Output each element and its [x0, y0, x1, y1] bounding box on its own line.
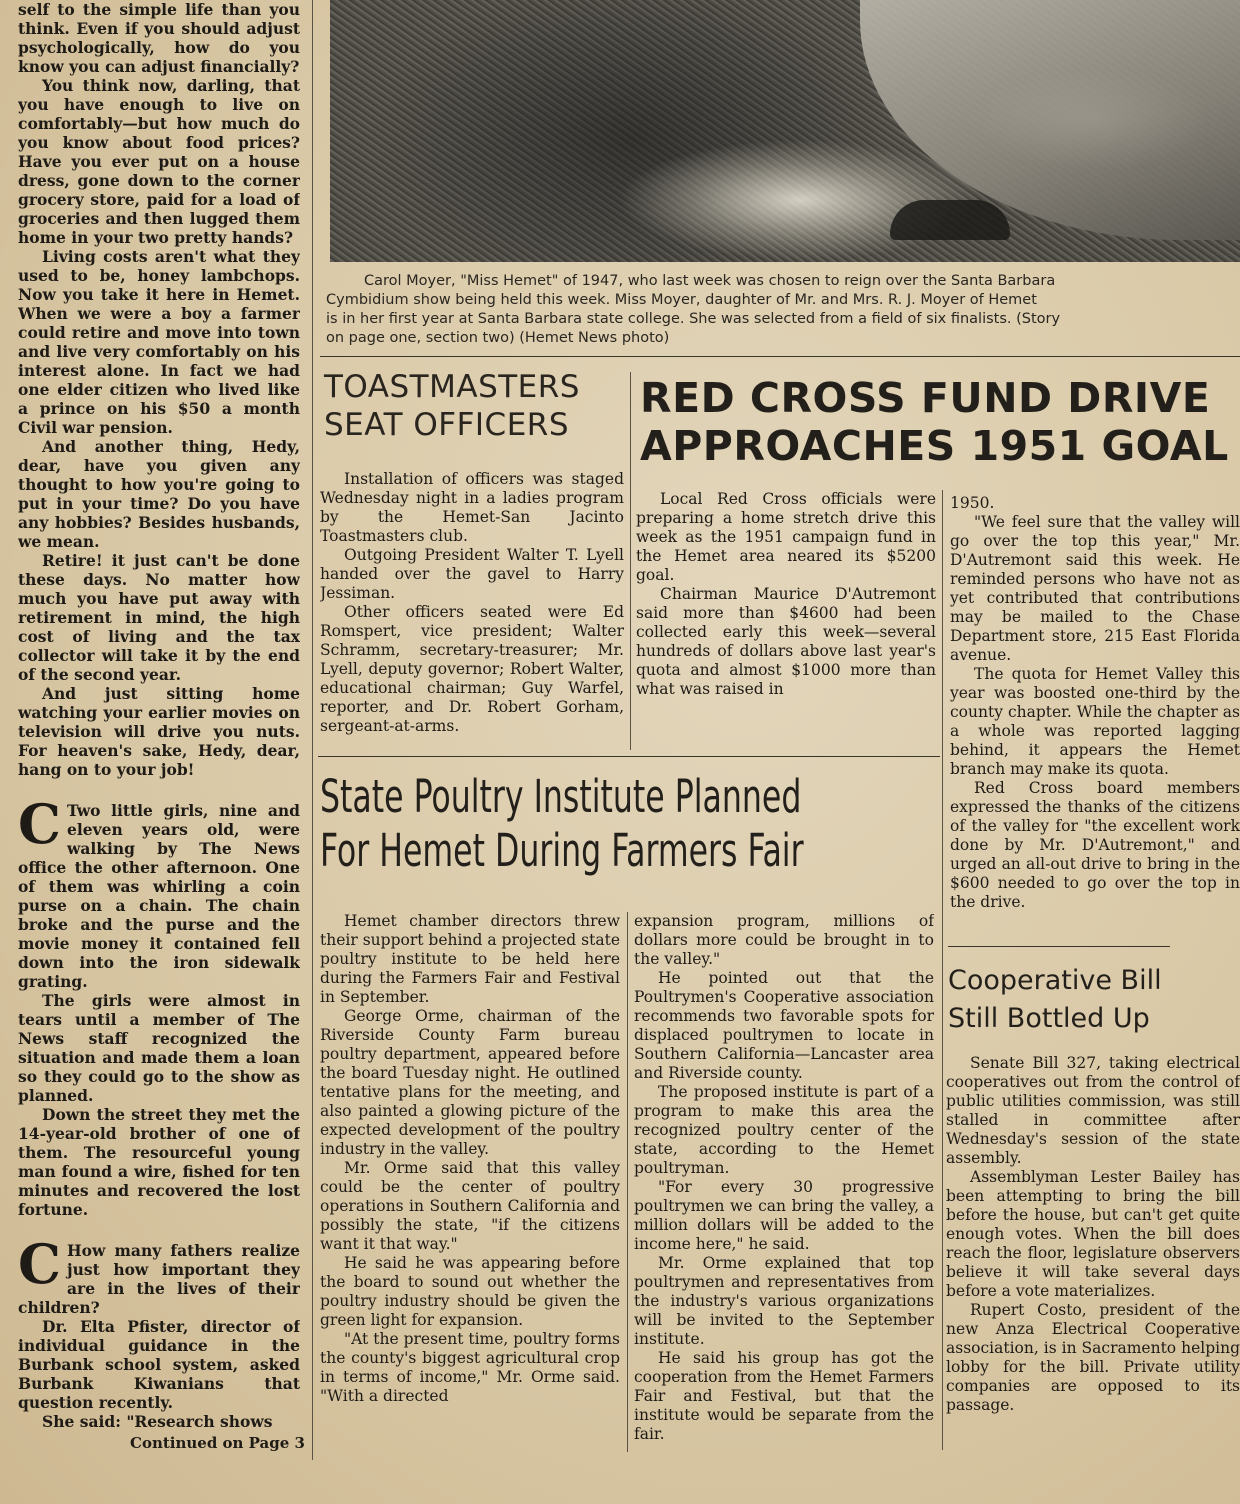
- left-paragraph: And another thing, Hedy, dear, have you given any thought to how you're going to put in your time? Do you have any hobbies? Besides husbands, we mean.: [18, 437, 300, 551]
- photo-caption: [326, 272, 1240, 348]
- section-rule: [948, 946, 1170, 947]
- story-paragraph: Mr. Orme said that this valley could be the center of poultry operations in Southern California and possibly the state, "if the citizens want it that way.": [320, 1159, 620, 1253]
- left-paragraph: Down the street they met the 14-year-old brother of one of them. The resourceful young man found a wire, fished for ten minutes and recovered the lost fortune.: [18, 1105, 300, 1219]
- story-paragraph: Local Red Cross officials were preparing a home stretch drive this week as the 1951 campaign fund in the Hemet area neared its $5200 goal.: [636, 490, 936, 584]
- headline-line: SEAT OFFICERS: [324, 407, 570, 443]
- poultry-headline: [320, 770, 804, 878]
- story-paragraph: "For every 30 progressive poultrymen we can bring the valley, a million dollars will be added to the income here," he said.: [634, 1178, 934, 1253]
- story-paragraph: He pointed out that the Poultrymen's Cooperative association recommends two favorable spots for displaced poultrymen to locate in Southern California—Lancaster area and Riverside county.: [634, 969, 934, 1082]
- red-cross-story-col2: [950, 494, 1240, 942]
- left-paragraph: Dr. Elta Pfister, director of individual guidance in the Burbank school system, asked Burbank Kiwanians that question recently.: [18, 1317, 300, 1412]
- story-paragraph: Outgoing President Walter T. Lyell handed over the gavel to Harry Jessiman.: [320, 546, 624, 602]
- story-paragraph: Installation of officers was staged Wednesday night in a ladies program by the Hemet-San Jacinto Toastmasters club.: [320, 470, 624, 545]
- story-paragraph: 1950.: [950, 494, 995, 512]
- news-photo: [330, 0, 1240, 262]
- story-paragraph: Other officers seated were Ed Romspert, vice president; Walter Schramm, secretary-treasurer; Mr. Lyell, deputy governor; Robert Walter, educational chairman; Guy Warfel, reporter, and Dr. Robert Gorham, sergeant-at-arms.: [320, 603, 624, 735]
- poultry-story-col1: [320, 912, 620, 1452]
- caption-rule: [320, 356, 1240, 357]
- continued-on-page: Continued on Page 3: [130, 1434, 305, 1452]
- story-paragraph: He said his group has got the cooperation from the Hemet Farmers Fair and Festival, but that the institute would be separate from the fair.: [634, 1349, 934, 1443]
- left-paragraph: self to the simple life than you think. Even if you should adjust psychologically, how do you know you can adjust financially?: [18, 0, 300, 76]
- story-paragraph: Hemet chamber directors threw their support behind a projected state poultry institute to be held here during the Farmers Fair and Festival in September.: [320, 912, 620, 1006]
- poultry-story-col2: [634, 912, 934, 1452]
- story-paragraph: "At the present time, poultry forms the county's biggest agricultural crop in terms of income," Mr. Orme said. "With a directed: [320, 1330, 620, 1405]
- headline-line: Still Bottled Up: [948, 1003, 1150, 1034]
- toastmasters-story: [320, 470, 624, 748]
- cooperative-headline: [948, 962, 1240, 1038]
- column-divider: [630, 372, 631, 750]
- story-paragraph: The quota for Hemet Valley this year was boosted one-third by the county chapter. While the chapter as a whole was reported lagging behind, it appears the Hemet branch may make its quota.: [950, 665, 1240, 778]
- column-divider: [942, 490, 943, 1450]
- left-paragraph: The girls were almost in tears until a member of The News staff recognized the situation and made them a loan so they could go to the show as planned.: [18, 991, 300, 1105]
- photo-shadow: [890, 200, 1010, 240]
- caption-line: Cymbidium show being held this week. Miss Moyer, daughter of Mr. and Mrs. R. J. Moyer of Hemet: [326, 292, 1037, 308]
- left-paragraph: How many fathers realize just how important they are in the lives of their children?: [18, 1241, 300, 1317]
- headline-line: For Hemet During Farmers Fair: [320, 824, 804, 877]
- dropcap-icon: C: [18, 792, 61, 856]
- toastmasters-headline: [324, 368, 624, 444]
- section-rule: [318, 756, 940, 757]
- story-paragraph: "We feel sure that the valley will go over the top this year," Mr. D'Autremont said this week. He reminded persons who have not as yet contributed that contributions may be mailed to the Chase Department store, 215 East Florida avenue.: [950, 513, 1240, 664]
- left-paragraph: You think now, darling, that you have enough to live on comfortably—but how much do you know about food prices? Have you ever put on a house dress, gone down to the corner grocery store, paid for a load of groceries and then lugged them home in your two pretty hands?: [18, 76, 300, 247]
- column-divider: [312, 0, 313, 1460]
- story-paragraph: expansion program, millions of dollars more could be brought in to the valley.": [634, 912, 934, 968]
- red-cross-story-col1: [636, 490, 936, 748]
- left-paragraph: Two little girls, nine and eleven years old, were walking by The News office the other afternoon. One of them was whirling a coin purse on a chain. The chain broke and the purse and the movie money it contained fell down into the iron sidewalk grating.: [18, 801, 300, 991]
- headline-line: Cooperative Bill: [948, 965, 1162, 996]
- left-paragraph: Living costs aren't what they used to be, honey lambchops. Now you take it here in Hemet. When we were a boy a farmer could retire and move into town and live very comfortably on his interest alone. In fact we had one elder citizen who lived like a prince on his $50 a month Civil war pension.: [18, 247, 300, 437]
- headline-line: State Poultry Institute Planned: [320, 770, 802, 823]
- headline-line: TOASTMASTERS: [324, 369, 580, 405]
- story-paragraph: Chairman Maurice D'Autremont said more than $4600 had been collected early this week—several hundreds of dollars above last year's quota and almost $1000 more than what was raised in: [636, 585, 936, 698]
- story-paragraph: Mr. Orme explained that top poultrymen and representatives from the industry's various organizations will be invited to the September institute.: [634, 1254, 934, 1348]
- headline-line: APPROACHES 1951 GOAL: [640, 422, 1229, 470]
- news-item-girls: [18, 792, 300, 1219]
- left-paragraph: And just sitting home watching your earlier movies on television will drive you nuts. For heaven's sake, Hedy, dear, hang on to your job!: [18, 684, 300, 779]
- story-paragraph: Rupert Costo, president of the new Anza Electrical Cooperative association, is in Sacramento helping lobby for the bill. Private utility companies are opposed to its passage.: [946, 1301, 1240, 1414]
- left-paragraph: Retire! it just can't be done these days. No matter how much you have put away with retirement in mind, the high cost of living and the tax collector will take it by the end of the second year.: [18, 551, 300, 684]
- story-paragraph: George Orme, chairman of the Riverside County Farm bureau poultry department, appeared before the board Tuesday night. He outlined tentative plans for the meeting, and also painted a glowing picture of the expected development of the poultry industry in the valley.: [320, 1007, 620, 1158]
- column-divider: [627, 912, 628, 1452]
- left-paragraph: She said: "Research shows: [42, 1412, 273, 1431]
- story-paragraph: The proposed institute is part of a program to make this area the recognized poultry center of the state, according to the Hemet poultryman.: [634, 1083, 934, 1177]
- dropcap-icon: C: [18, 1232, 61, 1296]
- caption-line: is in her first year at Santa Barbara state college. She was selected from a field of six finalists. (Story: [326, 311, 1061, 327]
- cooperative-story: [946, 1054, 1240, 1454]
- left-column: [18, 0, 300, 1440]
- story-paragraph: He said he was appearing before the board to sound out whether the poultry industry should be given the green light for expansion.: [320, 1254, 620, 1329]
- story-paragraph: Senate Bill 327, taking electrical cooperatives out from the control of public utilities commission, was still stalled in committee after Wednesday's session of the state assembly.: [946, 1054, 1240, 1167]
- red-cross-headline: [640, 374, 1240, 470]
- headline-line: RED CROSS FUND DRIVE: [640, 374, 1211, 422]
- story-paragraph: Red Cross board members expressed the thanks of the citizens of the valley for "the excellent work done by Mr. D'Autremont," and urged an all-out drive to bring in the $600 needed to go over the top in the drive.: [950, 779, 1240, 911]
- news-item-fathers: [18, 1232, 300, 1431]
- story-paragraph: Assemblyman Lester Bailey has been attempting to bring the bill before the house, but can't get quite enough votes. When the bill does reach the floor, legislature observers believe it will take several days before a vote materializes.: [946, 1168, 1240, 1300]
- caption-line: on page one, section two) (Hemet News photo): [326, 330, 670, 346]
- caption-line: Carol Moyer, "Miss Hemet" of 1947, who last week was chosen to reign over the Santa Barbara: [364, 273, 1056, 289]
